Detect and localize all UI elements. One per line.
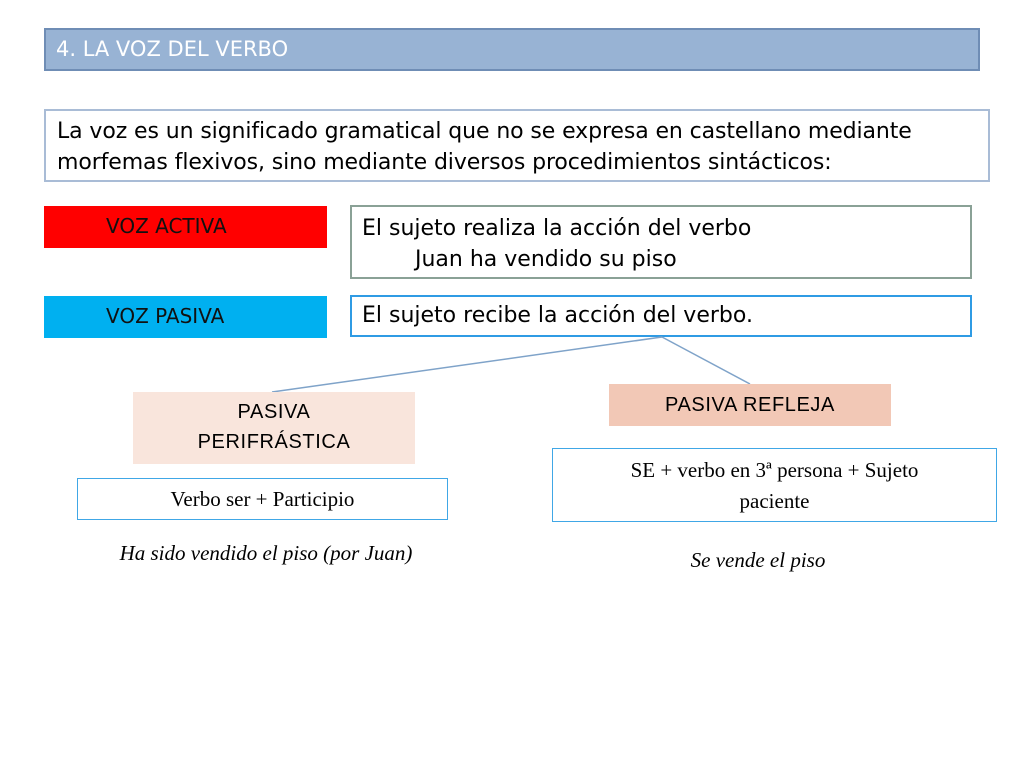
voz-activa-example: Juan ha vendido su piso: [415, 247, 677, 272]
intro-box: [44, 109, 990, 182]
refleja-formula-box: [552, 448, 997, 522]
connector-to-refleja: [662, 337, 750, 384]
perifrastica-label-line-2: PERIFRÁSTICA: [197, 431, 351, 453]
refleja-label: PASIVA REFLEJA: [665, 394, 835, 416]
pasiva-perifrastica-box: [133, 392, 415, 464]
perifrastica-example: Ha sido vendido el piso (por Juan): [119, 541, 413, 565]
voz-pasiva-text: VOZ PASIVA: [106, 304, 225, 328]
slide-title: [44, 28, 980, 71]
intro-line-1: La voz es un significado gramatical que no se expresa en castellano mediante: [57, 119, 912, 144]
refleja-formula-line-1: SE + verbo en 3ª persona + Sujeto: [630, 458, 919, 482]
refleja-example: Se vende el piso: [690, 548, 826, 572]
voz-activa-text: VOZ ACTIVA: [106, 214, 227, 238]
connector-to-perifrastica: [272, 337, 662, 392]
voz-activa-definition-box: [350, 205, 972, 279]
intro-line-2: morfemas flexivos, sino mediante diversos procedimientos sintácticos:: [57, 150, 832, 175]
voz-activa-definition: El sujeto realiza la acción del verbo: [362, 216, 752, 241]
refleja-formula-line-2: paciente: [739, 489, 810, 513]
perifrastica-formula-box: [77, 478, 448, 520]
pasiva-refleja-box: [609, 384, 891, 426]
slide-title-text: 4. LA VOZ DEL VERBO: [56, 37, 289, 61]
voz-activa-label: [44, 206, 327, 248]
perifrastica-formula: Verbo ser + Participio: [170, 487, 355, 511]
voz-pasiva-definition: El sujeto recibe la acción del verbo.: [362, 303, 753, 328]
perifrastica-label-line-1: PASIVA: [237, 401, 311, 423]
voz-pasiva-label: [44, 296, 327, 338]
voz-pasiva-definition-box: [350, 295, 972, 337]
